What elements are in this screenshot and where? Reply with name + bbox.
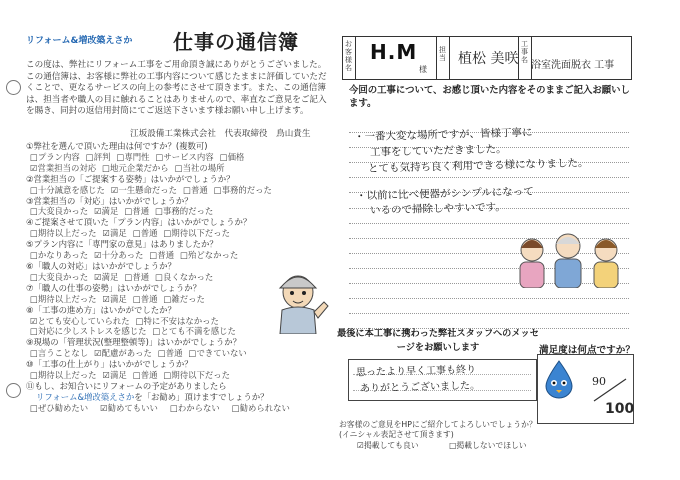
mascot-worker-illustration: [268, 264, 332, 334]
checkbox-option[interactable]: □雑だった: [163, 293, 205, 304]
checkbox-option[interactable]: □言うことなし: [30, 348, 89, 359]
customer-name-label: お客様名: [345, 40, 352, 72]
staff-illustration: [510, 228, 630, 288]
honorific: 様: [419, 65, 427, 74]
checkbox-option[interactable]: ☑一生懸命だった: [110, 184, 178, 195]
checkbox-option[interactable]: □地元企業だから: [102, 162, 169, 173]
checkbox-option[interactable]: □期待以下だった: [163, 228, 231, 239]
checkbox-option[interactable]: ☑満足: [94, 206, 119, 217]
option-row: [26, 403, 338, 414]
checkbox-option[interactable]: □普通: [124, 206, 150, 217]
checkbox-option[interactable]: ☑満足: [102, 228, 127, 239]
staff-label: 担当: [439, 46, 446, 62]
hp-note: (イニシャル表記させて頂きます): [339, 430, 454, 440]
checkbox-option[interactable]: □殆どなかった: [180, 250, 239, 261]
checkbox-option[interactable]: □ぜひ勧めたい: [30, 402, 89, 413]
option-row: [26, 228, 338, 239]
comment-line: いるので掃除しやすいです。: [369, 201, 506, 217]
checkbox-option[interactable]: ☑営業担当の対応: [30, 162, 97, 173]
checkbox-option[interactable]: □普通: [132, 228, 158, 239]
checkbox-option[interactable]: □十分誠意を感じた: [30, 184, 105, 195]
checkbox-option[interactable]: □とても不満を感じた: [152, 326, 236, 337]
hp-opt-allow[interactable]: ☑掲載しても良い: [357, 440, 419, 450]
brand-name: リフォーム&増改築えさか: [26, 36, 133, 46]
checkbox-option[interactable]: ☑満足: [102, 370, 127, 381]
option-row: [26, 250, 338, 261]
message-line: 思ったより早く工事も終り: [355, 364, 477, 379]
question-text: ⑩「工事の仕上がり」はいかがでしょうか？: [26, 359, 193, 370]
checkbox-option[interactable]: ☑配慮があった: [94, 348, 152, 359]
checkbox-option[interactable]: □普通: [149, 250, 175, 261]
page-title: 仕事の通信簿: [173, 30, 299, 54]
checkbox-option[interactable]: □大変良かった: [30, 206, 89, 217]
brand-mention: リフォーム&増改築えさか: [36, 391, 135, 402]
question-text: ⑪もし、お知合いにリフォームの予定がありましたら: [26, 380, 227, 391]
question-text: ③営業担当の「対応」はいかがでしょうか？: [26, 195, 193, 206]
option-row: [26, 163, 338, 174]
hp-opt-deny[interactable]: □掲載しないでほしい: [449, 440, 527, 450]
checkbox-option[interactable]: □普通: [132, 293, 158, 304]
hp-question: お客様のご意見をHPにご紹介してよろしいでしょうか？: [339, 420, 537, 429]
checkbox-option[interactable]: ☑勧めてもいい: [100, 402, 158, 413]
message-line: ありがとうございました。: [359, 380, 481, 395]
question-text: ④ご提案させて頂いた「プラン内容」はいかがでしょうか？: [26, 217, 252, 228]
comment-line: ・以前に比べ便器がシンプルになって: [355, 185, 534, 203]
checkbox-option[interactable]: ☑とても安心していられた: [30, 315, 130, 326]
checkbox-option[interactable]: □勧められない: [231, 402, 290, 413]
binder-hole: [6, 383, 21, 398]
checkbox-option[interactable]: □大変良かった: [30, 271, 89, 282]
checkbox-option[interactable]: □価格: [219, 151, 245, 162]
ruled-line: [349, 299, 629, 314]
checkbox-option[interactable]: ☑満足: [102, 293, 127, 304]
checkbox-option[interactable]: □普通: [132, 370, 158, 381]
checkbox-option[interactable]: □期待以上だった: [30, 370, 97, 381]
intro-text: この度は、弊社にリフォーム工事をご用命頂き誠にありがとうございました。この通信簿は、お客様に弊社の工事内容について感じたままに評価していただくことで、更なるサービスの向上の参考にさせて頂きます。また、この通信簿は、担当者や職人の目に触れることはありませんので、率直なご意見をご記入を賜き、同封の返信用封筒にてご返送下さいます様お願い申し上げます。: [26, 60, 327, 117]
checkbox-option[interactable]: □普通: [183, 184, 208, 195]
droplet-mascot-icon: [542, 359, 576, 399]
construction-type: 浴室洗面脱衣 工事: [531, 60, 615, 71]
option-row: [26, 348, 338, 359]
staff-name: 植松 美咲: [458, 51, 519, 67]
checkbox-option[interactable]: □良くなかった: [155, 271, 214, 282]
comment-line: 工事をしていただきました。: [369, 143, 507, 159]
checkbox-option[interactable]: □対応に少しストレスを感じた: [30, 326, 147, 337]
checkbox-option[interactable]: □特に不安はなかった: [135, 315, 219, 326]
question-text: ⑤プラン内容に「専門家の意見」はありましたか？: [26, 239, 218, 250]
option-row: [26, 206, 338, 217]
comment-line: ・一番大変な場所ですが、皆様丁寧に: [353, 126, 533, 144]
option-row: [26, 185, 338, 196]
comment-line: とても気持ち良く利用できる様になりました。: [367, 157, 589, 175]
checkbox-option[interactable]: □普通: [157, 348, 183, 359]
customer-name: H.M: [370, 40, 418, 64]
checkbox-option[interactable]: □わからない: [169, 402, 220, 413]
satisfaction-title: 満足度は何点ですか？: [539, 345, 635, 356]
checkbox-option[interactable]: □専門性: [116, 151, 150, 162]
checkbox-option[interactable]: □普通: [124, 271, 150, 282]
signer: 江坂設備工業株式会社 代表取締役 鳥山貴生: [130, 129, 311, 139]
checkbox-option[interactable]: □サービス内容: [155, 151, 214, 162]
question-text: ⑨現場の「管理状況(整理整頓等)」はいかがでしょうか？: [26, 337, 242, 348]
checkbox-option[interactable]: □事務的だった: [213, 184, 272, 195]
checkbox-option[interactable]: □期待以上だった: [30, 228, 97, 239]
question-text: ⑧「工事の進め方」はいかがでしたか？: [26, 304, 176, 315]
checkbox-option[interactable]: ☑十分あった: [94, 250, 144, 261]
question-text-line2: [26, 392, 338, 403]
checkbox-option[interactable]: □当社の場所: [174, 162, 225, 173]
message-prompt: 最後に本工事に携わった弊社スタッフへのメッセージをお願いします: [337, 328, 539, 353]
checkbox-option[interactable]: □評判: [85, 151, 111, 162]
checkbox-option[interactable]: □プラン内容: [30, 151, 80, 162]
question-text: ②営業担当の「ご提案する姿勢」はいかがでしょうか？: [26, 173, 235, 184]
hp-consent: [339, 420, 537, 451]
binder-hole: [6, 80, 21, 95]
construction-type-label: 工事名: [521, 40, 528, 64]
comment-prompt: 今回の工事について、お感じ頂いた内容をそのままご記入お願いします。: [349, 85, 630, 109]
question-suffix: を「お勧め」頂けますでしょうか？: [134, 391, 269, 402]
question-text: ①弊社を選んで頂いた理由は何ですか？(複数可): [26, 141, 208, 151]
checkbox-option[interactable]: □期待以上だった: [30, 293, 97, 304]
satisfaction-max: 100: [605, 401, 635, 417]
satisfaction-score: 90: [592, 375, 606, 388]
option-row: [26, 370, 338, 381]
checkbox-option[interactable]: ☑満足: [94, 271, 119, 282]
question-text: ⑦「職人の仕事の姿勢」はいかがでしょうか？: [26, 282, 202, 293]
option-row: [26, 152, 338, 163]
checkbox-option[interactable]: □できていない: [188, 348, 247, 359]
satisfaction-box: [537, 354, 634, 424]
checkbox-option[interactable]: □期待以下だった: [163, 370, 231, 381]
checkbox-option[interactable]: □事務的だった: [155, 206, 214, 217]
question-text: ⑥「職人の対応」はいかがでしょうか？: [26, 260, 176, 271]
checkbox-option[interactable]: □かなりあった: [30, 250, 89, 261]
